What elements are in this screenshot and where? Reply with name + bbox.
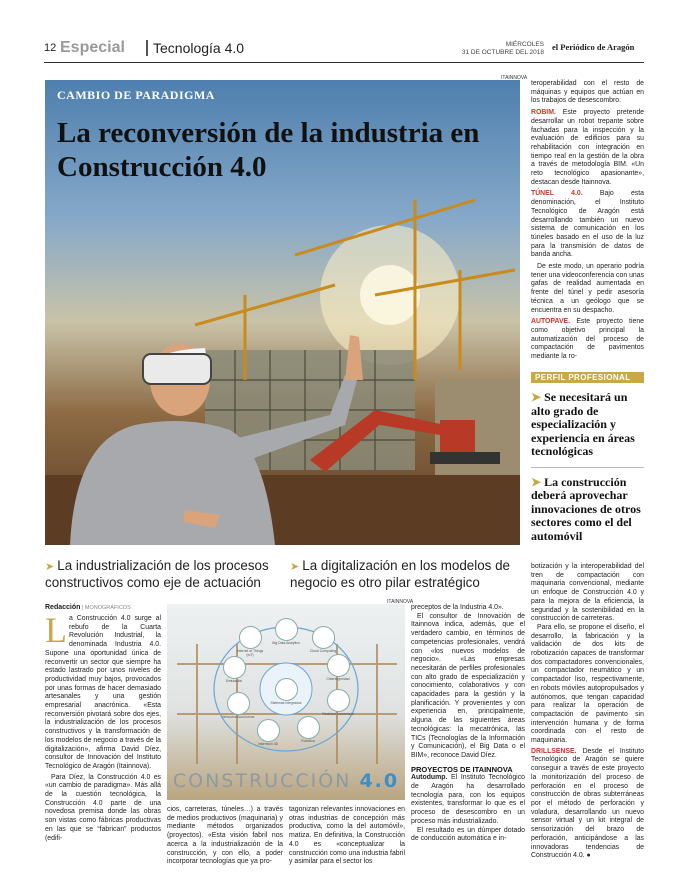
body-column-1: L a Construcción 4.0 surge al rebufo de la Cuarta Revolución Industrial, la denominada Industria 4.0. Supone una oportunidad única de reconvertir un sector que siempre ha estado lastrado por unos niveles de productividad muy bajos, provocados por unas formas de hacer demasiado artesanales y una gestión empresarial anacrónica. «Esta reconversión pivotará sobre dos ejes, la industrialización de los procesos constructivos y la transformación de los modelos de negocio a través de la digitalización», afirma David Díez, consultor de Innovación del Instituto Tecnológico de Aragón (Itainnova). Para Díez, la Construcción 4.0 es «un cambio de paradigma». Más allá de la cuestión tecnológica, la Construcción 4.0 parte de una novedosa premisa donde las obras son vistas como fábricas productivas en las que se “fabrican” productos (edifi- bbox=[45, 610, 161, 842]
body-column-2: cios, carreteras, túneles…) a través de medios productivos (maquinaria) y mediante métodos organizados (proyectos). «Esta visión fabril nos acerca a la industrialización de la construcción, y con ello, a poder incorporar tecnologías que ya pro- bbox=[167, 806, 283, 866]
body-column-5: botización y la interoperabilidad del tren de compactación con maquinaria convencional, mediante un enfoque de Construcción 4.0 y para la mejora de la eficiencia, la seguridad y la sostenibilidad en la construcción de carreteras. Para ello, se propone el diseño, el desarrollo, la fabricación y la validación de dos kits de robotización capaces de transformar dos compactadores convencionales, un compactador neumático y un compactador liso, respectivamente, en robots móviles autopropulsados y autónomos, que tengan capacidad para realizar la operación de compactación de pavimento sin intervención humana y de forma coordinada con el resto de maquinaria. DRILLSENSE. Desde el Instituto Tecnológico de Aragón se quiere conseguir a través de este proyecto la monitorización del proceso de perforación en el proceso de construcción de obras subterráneas por el método de perforación y voladura, desarrollando un nuevo sensor virtual y un kit integral de sensorización del brazo de perforación, anticipándose a las innovadoras tendencias de Construcción 4.0. ● bbox=[531, 563, 644, 860]
node-label: Vehículos Autónomos bbox=[221, 715, 255, 719]
node-label: Ciberseguridad bbox=[326, 677, 350, 681]
node-label: Internet of Things (IoT) bbox=[236, 649, 264, 657]
page-number: 12 bbox=[44, 42, 57, 54]
node-label: Simulación bbox=[225, 679, 243, 683]
body-column-4: preceptos de la Industria 4.0». El consultor de Innovación de Itainnova indica, además, que el verdadero cambio, en términos de competencias profesionales, vendrá con «los nuevos modelos de negocio». «Las empresas necesitarán de perfiles profesionales con alto grado de especialización y conocimiento, colaborativos y con capacidades para la gestión y la planificación. Y provenientes y con experiencia en, principalmente, alguna de las siguientes áreas tecnológicas: la mecatrónica, las TICs (Tecnologías de la Información y Comunicación), el Big Data o el BIM», reconoce David Díez. PROYECTOS DE ITAINNOVA Autodump. El Instituto Tecnológico de Aragón ha desarrollado tecnología para, con los equipos existentes, transformar lo que es el proceso de desescombro en un proceso más industrializado. El resultado es un dúmper dotado de conducción automática e in- bbox=[411, 604, 525, 843]
headline: La reconversión de la industria en Construcción 4.0 bbox=[57, 117, 480, 183]
deck-2: ➤ La digitalización en los modelos de negocio es otro pilar estratégico bbox=[290, 558, 510, 590]
side-autopave: AUTOPAVE. Este proyecto tiene como objetivo principal la automatización del proceso de compactación de pavimentos mediante la ro- bbox=[531, 318, 644, 361]
issue-date: MIÉRCOLES 31 DE OCTUBRE DEL 2018 bbox=[461, 41, 544, 56]
side-tunel-2: De este modo, un operario podría tener una videoconferencia con unas gafas de realidad aumentada en frente del túnel y pedir asesoría técnica a un geólogo que se encuentra en su despacho. bbox=[531, 263, 645, 314]
simulation-node-icon bbox=[223, 656, 246, 679]
arrow-icon: ➤ bbox=[45, 561, 58, 573]
vehicles-node-icon bbox=[227, 692, 250, 715]
big-data-node-icon bbox=[275, 618, 298, 641]
hero-kicker: CAMBIO DE PARADIGMA bbox=[57, 88, 215, 102]
profile-heading: PERFIL PROFESIONAL bbox=[531, 372, 644, 383]
profile-quote-2: ➤ La construcción deberá aprovechar innovaciones de otros sectores como el del automóvil bbox=[531, 474, 641, 543]
iot-node-icon bbox=[239, 626, 262, 649]
byline: Redacción | MONOGRÁFICOS bbox=[45, 604, 131, 611]
integration-node-icon bbox=[275, 678, 298, 701]
node-label: Robótica bbox=[301, 739, 315, 743]
robotics-node-icon bbox=[297, 716, 320, 739]
photo-credit: ITAINNOVA bbox=[501, 75, 528, 81]
construction-4-0-diagram bbox=[167, 604, 405, 800]
page-header bbox=[44, 40, 644, 63]
body-column-3: tagonizan relevantes innovaciones en otras industrias de concepción más productiva, como la del automóvil», matiza. En definitiva, la Construcción 4.0 es «conceptualizar la construcción como una industria fabril y asimilar para el sector los bbox=[289, 806, 405, 866]
newspaper-name: el Periódico de Aragón bbox=[552, 42, 635, 52]
3d-print-node-icon bbox=[257, 719, 280, 742]
side-intro: teroperabilidad con el resto de máquinas y equipos que actúan en los trabajos de desescombro. bbox=[531, 80, 644, 105]
node-label: Impresión 3D bbox=[257, 742, 279, 746]
hero-image bbox=[45, 80, 520, 545]
node-label: Cloud Computing bbox=[309, 649, 337, 653]
node-label: Big Data Analytics bbox=[272, 641, 300, 645]
profile-quote-1: ➤ Se necesitará un alto grado de especialización y experiencia en áreas tecnológicas bbox=[531, 390, 635, 458]
drop-cap: L bbox=[45, 610, 67, 650]
profile-box bbox=[531, 372, 644, 543]
subsection-title: Tecnología 4.0 bbox=[146, 40, 244, 56]
cloud-node-icon bbox=[312, 626, 335, 649]
arrow-icon: ➤ bbox=[531, 474, 545, 489]
side-robim: ROBIM. Este proyecto pretende desarrollar un robot trepante sobre fachadas para la inspección y la evaluación de edificios para su rehabilitación con integración en tiempo real en la gestión de la obra a través de metodología BIM. «Un reto tecnológico apasionante», destacan desde Itainnova. bbox=[531, 109, 644, 186]
diagram-title: CONSTRUCCIÓN 4.0 bbox=[172, 770, 400, 792]
ar-node-icon bbox=[327, 689, 350, 712]
arrow-icon: ➤ bbox=[290, 561, 303, 573]
arrow-icon: ➤ bbox=[531, 390, 545, 404]
security-node-icon bbox=[327, 654, 350, 677]
vr-headset-icon bbox=[143, 354, 211, 384]
deck-1: ➤ La industrialización de los procesos constructivos como eje de actuación bbox=[45, 558, 269, 590]
projects-heading: PROYECTOS DE ITAINNOVA bbox=[411, 764, 513, 774]
side-tunel: TÚNEL 4.0. Bajo esta denominación, el Instituto Tecnológico de Aragón está desarrollando también un nuevo sistema de comunicación en los túneles basado en el uso de la luz para la transmisión de datos de banda ancha. bbox=[531, 190, 644, 259]
side-column bbox=[531, 80, 644, 365]
node-label: Sistemas Integrados bbox=[270, 701, 302, 705]
node-label: Realidad Aumentada bbox=[322, 712, 354, 716]
section-title: Especial bbox=[60, 39, 125, 56]
diagram-credit: ITAINNOVA bbox=[387, 599, 414, 605]
